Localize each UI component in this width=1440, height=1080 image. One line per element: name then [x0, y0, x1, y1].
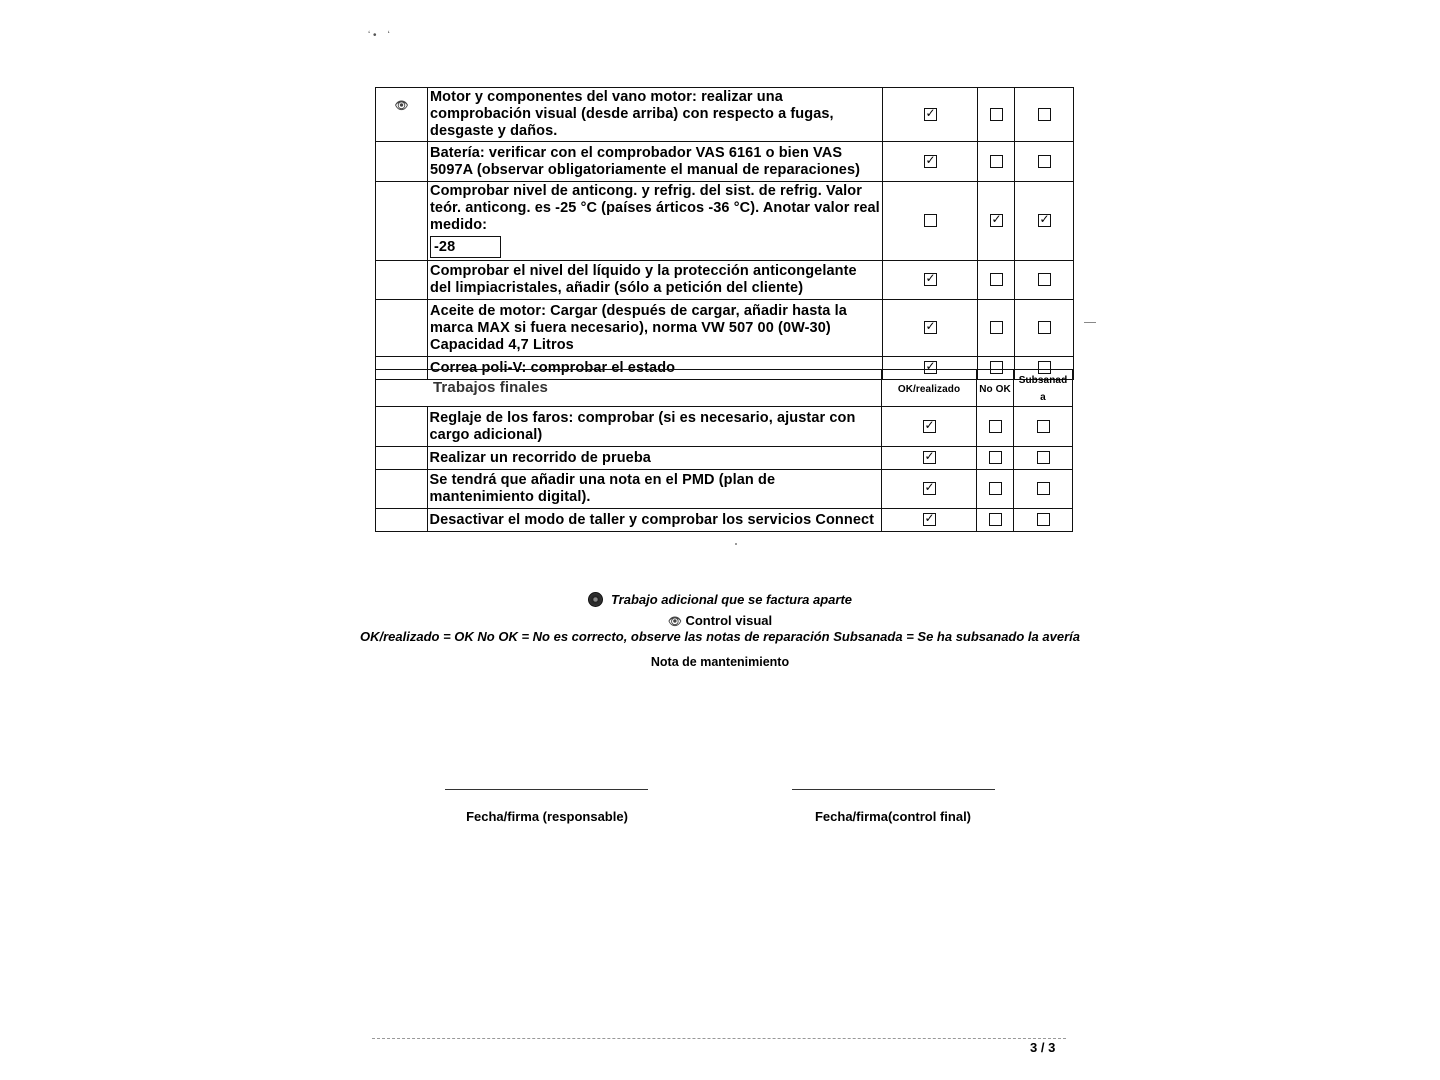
subsanada-checkbox[interactable]	[1037, 482, 1050, 495]
no-ok-checkbox[interactable]	[989, 451, 1002, 464]
inspection-item-text: Batería: verificar con el comprobador VAS 6161 o bien VAS 5097A (observar obligatoriamente el manual de reparaciones)	[430, 144, 861, 178]
legend-visual-control-text: Control visual	[685, 613, 773, 628]
ok-checkbox[interactable]	[923, 482, 936, 495]
eye-icon: 👁	[667, 615, 682, 628]
ok-checkbox[interactable]	[924, 108, 937, 121]
subsanada-checkbox[interactable]	[1037, 420, 1050, 433]
inspection-item-text: Motor y componentes del vano motor: realizar una comprobación visual (desde arriba) con respecto a fugas, desgaste y daños.	[430, 89, 834, 139]
signature-label-final-control: Fecha/firma(control final)	[814, 809, 972, 824]
final-item-row	[376, 407, 1073, 447]
no-ok-checkbox[interactable]	[990, 155, 1003, 168]
inspection-item-text: Comprobar nivel de anticong. y refrig. del sist. de refrig. Valor teór. anticong. es -25 °C (países árticos -36 °C). Anotar valor real medido:	[430, 183, 880, 233]
page-number: 3 / 3	[1030, 1040, 1056, 1055]
inspection-item-text: Correa poli-V: comprobar el estado	[430, 359, 676, 376]
subsanada-checkbox[interactable]	[1038, 155, 1051, 168]
legend-visual-control	[0, 613, 1440, 628]
final-item-text: Realizar un recorrido de prueba	[429, 449, 651, 466]
final-item-text: Reglaje de los faros: comprobar (si es necesario, ajustar con cargo adicional)	[429, 409, 856, 443]
final-works-title: Trabajos finales	[433, 379, 548, 396]
scan-specks: ʻ • ʻ	[368, 30, 390, 41]
inspection-item-row	[376, 182, 1074, 261]
legend-extra-work-text: Trabajo adicional que se factura aparte	[610, 592, 853, 607]
column-header-subsanada: Subsanad a	[1018, 375, 1068, 403]
column-header-ok: OK/realizado	[897, 383, 961, 395]
inspection-table	[375, 87, 1074, 380]
subsanada-checkbox[interactable]	[1038, 321, 1051, 334]
no-ok-checkbox[interactable]	[989, 420, 1002, 433]
measured-value-field[interactable]: -28	[430, 236, 501, 258]
signature-line-final-control	[792, 789, 995, 790]
eye-icon: 👁	[394, 99, 409, 112]
subsanada-checkbox[interactable]	[1038, 214, 1051, 227]
subsanada-checkbox[interactable]	[1038, 273, 1051, 286]
ok-checkbox[interactable]	[924, 273, 937, 286]
no-ok-checkbox[interactable]	[990, 273, 1003, 286]
final-works-header-row	[376, 370, 1073, 407]
wheel-icon	[588, 592, 603, 607]
legend-extra-work	[0, 592, 1440, 607]
inspection-item-row	[376, 300, 1074, 357]
ok-checkbox[interactable]	[923, 420, 936, 433]
inspection-item-row	[376, 88, 1074, 142]
scan-dot	[735, 543, 737, 545]
no-ok-checkbox[interactable]	[990, 214, 1003, 227]
inspection-item-row	[376, 142, 1074, 182]
ok-checkbox[interactable]	[924, 321, 937, 334]
inspection-item-text: Aceite de motor: Cargar (después de cargar, añadir hasta la marca MAX si fuera necesario), norma VW 507 00 (0W-30) Capacidad 4,7 Litros	[430, 302, 847, 353]
no-ok-checkbox[interactable]	[989, 482, 1002, 495]
footer-rule	[372, 1038, 1066, 1039]
signature-label-responsible: Fecha/firma (responsable)	[466, 809, 628, 824]
final-works-table	[375, 369, 1073, 532]
subsanada-checkbox[interactable]	[1038, 108, 1051, 121]
final-item-text: Desactivar el modo de taller y comprobar los servicios Connect	[429, 511, 875, 528]
ok-checkbox[interactable]	[924, 155, 937, 168]
no-ok-checkbox[interactable]	[990, 108, 1003, 121]
subsanada-checkbox[interactable]	[1037, 451, 1050, 464]
column-header-no-ok: No OK	[979, 383, 1011, 395]
ok-checkbox[interactable]	[923, 451, 936, 464]
ok-checkbox[interactable]	[923, 513, 936, 526]
signature-line-responsible	[445, 789, 648, 790]
ok-checkbox[interactable]	[924, 214, 937, 227]
legend-keys: OK/realizado = OK No OK = No es correcto, observe las notas de reparación Subsanada = Se ha subsanado la avería	[360, 629, 1080, 644]
inspection-item-text: Comprobar el nivel del líquido y la protección anticongelante del limpiacristales, añadir (sólo a petición del cliente)	[430, 263, 857, 296]
inspection-item-row	[376, 261, 1074, 300]
final-item-row	[376, 470, 1073, 509]
final-item-row	[376, 447, 1073, 470]
subsanada-checkbox[interactable]	[1037, 513, 1050, 526]
no-ok-checkbox[interactable]	[990, 321, 1003, 334]
final-item-row	[376, 509, 1073, 532]
maintenance-note-label: Nota de mantenimiento	[650, 655, 790, 669]
scan-mark	[1084, 322, 1096, 323]
final-item-text: Se tendrá que añadir una nota en el PMD (plan de mantenimiento digital).	[429, 472, 776, 505]
no-ok-checkbox[interactable]	[989, 513, 1002, 526]
